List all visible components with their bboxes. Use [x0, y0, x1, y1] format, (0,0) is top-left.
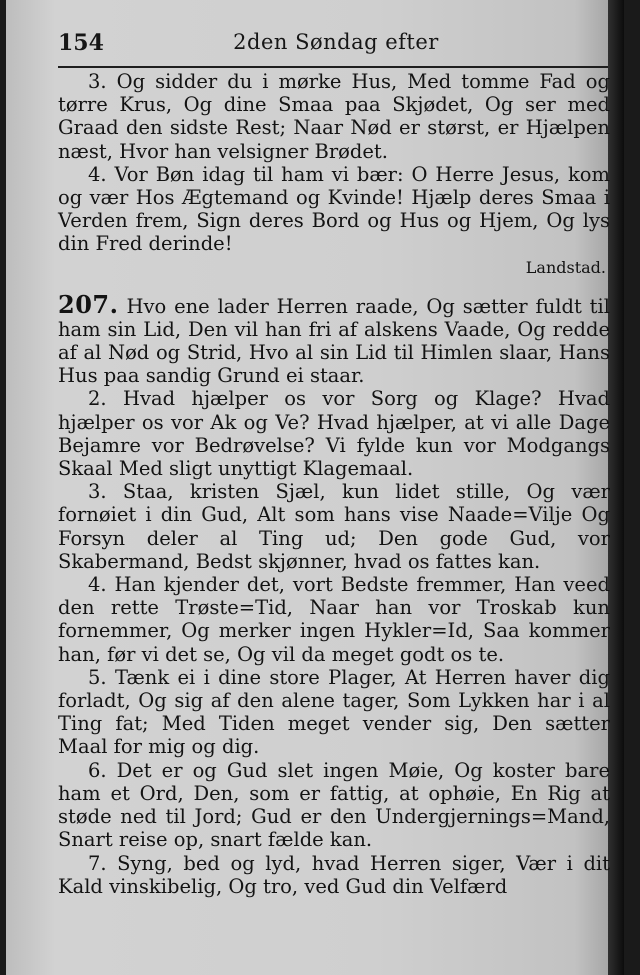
verse: 7. Syng, bed og lyd, hvad Herren siger, Vær i dit Kald vinskibelig, Og tro, ved Gud din Velfærd — [58, 851, 610, 898]
hymn-number: 207. — [58, 289, 119, 319]
verse: 6. Det er og Gud slet ingen Møie, Og koster bare ham et Ord, Den, som er fattig, at ophøie, En Rig at støde ned til Jord; Gud er den Undergjernings=Mand, Snart reise op, snart fælde kan. — [58, 758, 610, 852]
header-rule — [58, 66, 608, 68]
page-number: 154 — [58, 30, 104, 56]
page-body — [58, 70, 610, 898]
verse: 3. Og sidder du i mørke Hus, Med tomme Fad og tørre Krus, Og dine Smaa paa Skjødet, Og ser med Graad den sidste Rest; Naar Nød er størst, er Hjælpen næst, Hvor han velsigner Brødet. — [58, 70, 610, 163]
running-title: 2den Søndag efter — [233, 30, 439, 54]
page-header — [58, 30, 614, 64]
book-binding-shadow — [608, 0, 624, 975]
verse: 3. Staa, kristen Sjæl, kun lidet stille, Og vær fornøiet i din Gud, Alt som hans vise Naade=Vilje Og Forsyn deler al Ting ud; Den gode Gud, vor Skabermand, Bedst skjønner, hvad os fattes kan. — [58, 480, 610, 573]
verse: 5. Tænk ei i dine store Plager, At Herren haver dig forladt, Og sig af den alene tager, Som Lykken har i al Ting fat; Med Tiden meget vender sig, Den sætter Maal for mig og dig. — [58, 665, 610, 759]
verse-first — [58, 289, 610, 388]
verse-text: Hvo ene lader Herren raade, Og sætter fuldt til ham sin Lid, Den vil han fri af alskens Vaade, Og redde af al Nød og Strid, Hvo al sin Lid til Himlen slaar, Hans Hus paa sandig Grund ei staar. — [58, 294, 610, 388]
hymn-207 — [58, 289, 610, 898]
book-page — [6, 0, 624, 975]
previous-hymn — [58, 70, 610, 279]
hymn-author: Landstad. — [525, 257, 606, 277]
verse: 2. Hvad hjælper os vor Sorg og Klage? Hvad hjælper os vor Ak og Ve? Hvad hjælper, at vi alle Dage Bejamre vor Bedrøvelse? Vi fylde kun vor Modgangs Skaal Med sligt unyttigt Klagemaal. — [58, 387, 610, 481]
verse: 4. Vor Bøn idag til ham vi bær: O Herre Jesus, kom og vær Hos Ægtemand og Kvinde! Hjælp deres Smaa i Verden frem, Sign deres Bord og Hus og Hjem, Og lys din Fred derinde! — [58, 162, 610, 256]
verse: 4. Han kjender det, vort Bedste fremmer, Han veed den rette Trøste=Tid, Naar han vor Troskab kun fornemmer, Og merker ingen Hykler=Id, Saa kommer han, før vi det se, Og vil da meget godt os te. — [58, 573, 610, 666]
